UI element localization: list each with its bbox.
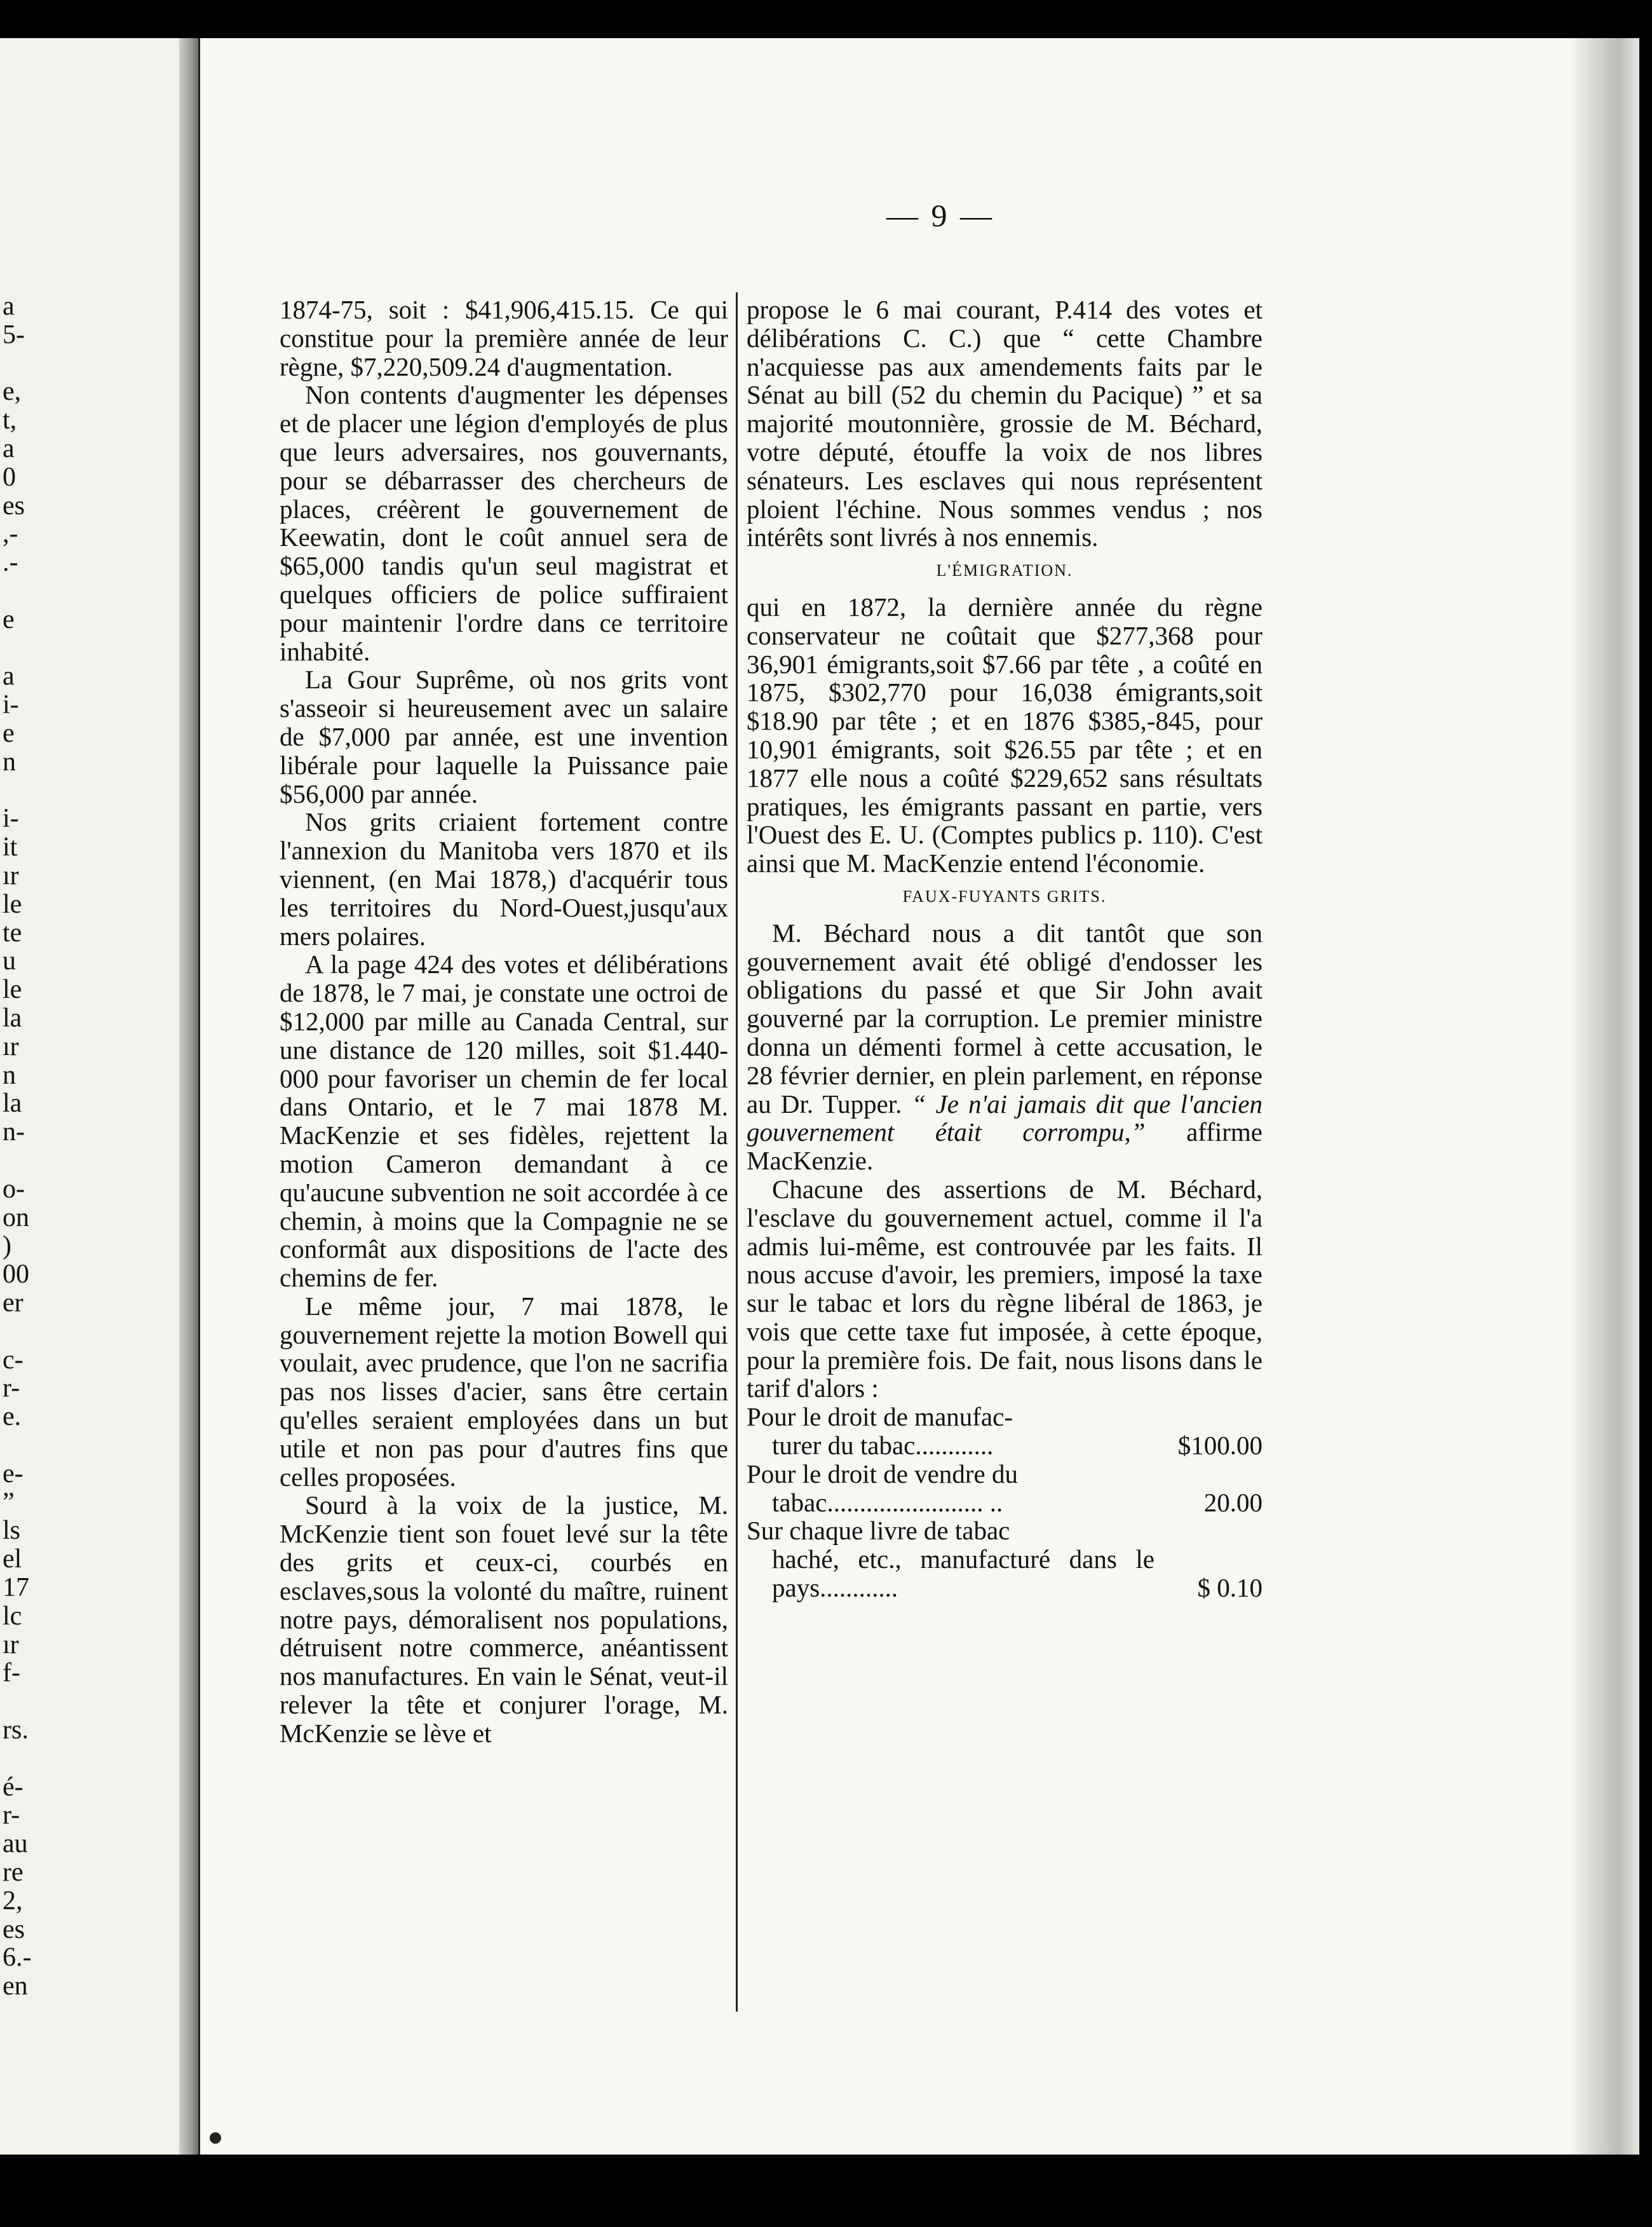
tariff-row (747, 1460, 1263, 1517)
facing-page-text-fragment: on (3, 1203, 29, 1232)
facing-page-text-fragment: le (3, 976, 22, 1004)
quotation: “ Je n'ai jamais dit que l'ancien gouvernement était corrompu,” (747, 1089, 1263, 1147)
facing-page-text-fragment: 5- (3, 320, 25, 349)
paragraph (747, 919, 1263, 1175)
tariff-label (747, 1516, 1154, 1602)
right-column (747, 296, 1263, 1602)
facing-page-text-fragment: a (3, 435, 15, 463)
tariff-table (747, 1403, 1263, 1602)
facing-page-text-fragment: .- (3, 548, 18, 577)
paragraph: A la page 424 des votes et délibérations de 1878, le 7 mai, je constate une octroi de $12,000 par mille au Canada Central, sur une distance de 120 milles, soit $1.440-000 pour favoriser un chemin de fer local dans Ontario, et le 7 mai 1878 M. MacKenzie et ses fidèles, rejettent la motion Cameron demandant à ce qu'aucune subvention ne soit accordée à ce chemin, à moins que la Compagnie ne se conformât aux dispositions de l'acte des chemins de fer. (280, 950, 728, 1293)
paragraph: Nos grits criaient fortement contre l'annexion du Manitoba vers 1870 et ils viennent, (en Mai 1878,) d'acquérir tous les territoires du Nord-Ouest,jusqu'aux mers polaires. (280, 807, 728, 951)
tariff-amount: $ 0.10 (1197, 1573, 1263, 1603)
tariff-line: Pour le droit de manufac- (747, 1402, 1013, 1432)
paragraph: 1874-75, soit : $41,906,415.15. Ce qui constitue pour la première année de leur règne, $7,220,509.24 d'augmentation. (280, 295, 728, 381)
facing-page-text-fragment: a (3, 292, 15, 320)
paragraph: Sourd à la voix de la justice, M. McKenzie tient son fouet levé sur la tête des grits et ceux-ci, courbés en esclaves,sous la volonté du maître, ruinent notre pays, démoralisent nos populations, détruisent notre commerce, anéantissent nos manufactures. En vain le Sénat, veut-il relever la tête et conjurer l'orage, M. McKenzie se lève et (280, 1490, 728, 1748)
section-heading-faux-fuyants: FAUX-FUYANTS GRITS. (902, 887, 1107, 906)
ink-spot (210, 2132, 221, 2144)
facing-page-text-fragment: e (3, 605, 15, 634)
facing-page-text-fragment: le (3, 890, 22, 918)
facing-page-text-fragment: ,- (3, 520, 18, 548)
tariff-row (747, 1403, 1263, 1460)
column-divider (736, 292, 738, 2012)
facing-page-text-fragment: n (3, 1061, 16, 1089)
facing-page-text-fragment: la (3, 1089, 22, 1118)
facing-page-text-fragment: es (3, 1915, 25, 1944)
tariff-label (747, 1460, 1154, 1517)
paragraph: qui en 1872, la dernière année du règne conservateur ne coûtait que $277,368 pour 36,901 émigrants,soit $7.66 par tête , a coûté en 1875, $302,770 pour 16,038 émigrants,soit $18.90 par tête ; et en 1876 $385,-845, pour 10,901 émigrants, soit $26.55 par tête ; et en 1877 elle nous a coûté $229,652 sans résultats pratiques, les émigrants passant en partie, vers l'Ouest des E. U. (Comptes publics p. 110). C'est ainsi que M. MacKenzie entend l'économie. (747, 592, 1263, 878)
facing-page-text-fragment: la (3, 1004, 22, 1032)
tariff-line: Pour le droit de vendre du (747, 1459, 1018, 1488)
paragraph: Non contents d'augmenter les dépenses et de placer une légion d'employés de plus que leurs adversaires, nos gouvernants, pour se débarrasser des chercheurs de places, créèrent le gouvernement de Keewatin, dont le coût annuel sera de $65,000 tandis qu'un seul magistrat et quelques officiers de police suffiraient pour maintenir l'ordre dans ce territoire inhabité. (280, 380, 728, 666)
facing-page-text-fragment: r- (3, 1801, 20, 1830)
facing-page-text-fragment: en (3, 1972, 28, 2001)
facing-page-text-fragment: t, (3, 406, 17, 435)
facing-page-text-fragment: el (3, 1545, 22, 1574)
tariff-amount: $100.00 (1177, 1431, 1263, 1461)
facing-page-text-fragment: 0 (3, 463, 16, 491)
facing-page-text-fragment: ls (3, 1516, 21, 1545)
facing-page-text-fragment: 2, (3, 1886, 23, 1915)
text-run: M. Béchard nous a dit tantôt que son gouvernement avait été obligé d'endosser les obligations du passé et que Sir John avait gouverné par la corruption. Le premier ministre donna un démenti formel à cette accusation, le 28 février dernier, en plein parlement, en réponse au Dr. Tupper. (747, 918, 1263, 1119)
facing-page-text-fragment: e, (3, 378, 22, 406)
tariff-row (747, 1516, 1263, 1602)
facing-page-text-fragment: re (3, 1858, 24, 1886)
page-number: — 9 — (886, 198, 994, 233)
facing-page-text-fragment: r- (3, 1374, 20, 1403)
section-heading-emigration: L'ÉMIGRATION. (936, 561, 1073, 580)
tariff-line: tabac........................ .. (772, 1487, 1003, 1517)
facing-page-text-fragment: au (3, 1830, 28, 1858)
tariff-amount: 20.00 (1203, 1487, 1263, 1517)
facing-page-text-fragment: 17 (3, 1574, 29, 1602)
paragraph: La Gour Suprême, où nos grits vont s'asseoir si heureusement avec un salaire de $7,000 par année, est une invention libérale pour laquelle la Puissance paie $56,000 par année. (280, 665, 728, 808)
facing-page-text-fragment: é- (3, 1773, 24, 1801)
facing-page-text-fragment: i- (3, 805, 19, 833)
text-run: affirme MacKenzie. (747, 1117, 1263, 1176)
facing-page-text-fragment: c- (3, 1345, 24, 1374)
facing-page-text-fragment: o- (3, 1175, 25, 1203)
facing-page-text-fragment: ) (3, 1232, 11, 1260)
facing-page-text-fragment: es (3, 491, 25, 520)
tariff-line: turer du tabac............ (772, 1431, 994, 1461)
facing-page-text-fragment: u (3, 947, 16, 976)
facing-page-text-fragment: n- (3, 1118, 25, 1147)
facing-page-text-fragment: ır (3, 862, 19, 890)
facing-page-text-fragment: te (3, 918, 22, 947)
facing-page-text-fragment: 6.- (3, 1944, 32, 1972)
facing-page-text-fragment: e- (3, 1459, 24, 1488)
paragraph: Le même jour, 7 mai 1878, le gouvernement rejette la motion Bowell qui voulait, avec prudence, que l'on ne sacrifia pas nos lisses d'acier, sans être certain qu'elles seraient employées dans un but utile et non pas pour d'autres fins que celles proposées. (280, 1291, 728, 1492)
facing-page-text-fragment: e. (3, 1403, 22, 1431)
facing-page-text-fragment: a (3, 662, 15, 691)
facing-page-text-fragment: i- (3, 691, 19, 719)
facing-page-text-fragment: ” (3, 1488, 15, 1516)
facing-page-text-fragment: it (3, 833, 18, 862)
facing-page-text-fragment: rs. (3, 1716, 29, 1744)
facing-page-text-fragment: e (3, 719, 15, 747)
facing-page-text-fragment: ır (3, 1630, 19, 1659)
page-edge-shadow (1569, 38, 1639, 2155)
facing-page-text-fragment: ır (3, 1032, 19, 1061)
facing-page-text-fragment: n (3, 747, 16, 776)
facing-page-text-fragment: er (3, 1289, 24, 1317)
paragraph: Chacune des assertions de M. Béchard, l'esclave du gouvernement actuel, comme il l'a admis lui-même, est controuvée par les faits. Il nous accuse d'avoir, les premiers, imposé la taxe sur le tabac et lors du règne libéral de 1863, je vois que cette taxe fut imposée, à cette époque, pour la première fois. De fait, nous lisons dans le tarif d'alors : (747, 1174, 1263, 1403)
facing-page-text-fragment: f- (3, 1659, 20, 1687)
facing-page-fragment (0, 38, 191, 2155)
facing-page-text-fragment: 00 (3, 1260, 29, 1289)
left-column (280, 296, 728, 1748)
tariff-label (747, 1403, 1154, 1460)
facing-page-text-fragment: lc (3, 1602, 22, 1630)
paragraph: propose le 6 mai courant, P.414 des votes et délibérations C. C.) que “ cette Chambre n'acquiesse pas aux amendements faits par le Sénat au bill (52 du chemin du Pacique) ” et sa majorité moutonnière, grossie de M. Béchard, votre député, étouffe la voix de nos libres sénateurs. Les esclaves qui nous représentent ploient l'échine. Nous sommes vendus ; nos intérêts sont livrés à nos ennemis. (747, 295, 1263, 552)
tariff-line: Sur chaque livre de tabac (747, 1516, 1010, 1546)
tariff-line: haché, etc., manufacturé dans le pays............ (772, 1544, 1154, 1603)
document-page (198, 38, 1639, 2155)
